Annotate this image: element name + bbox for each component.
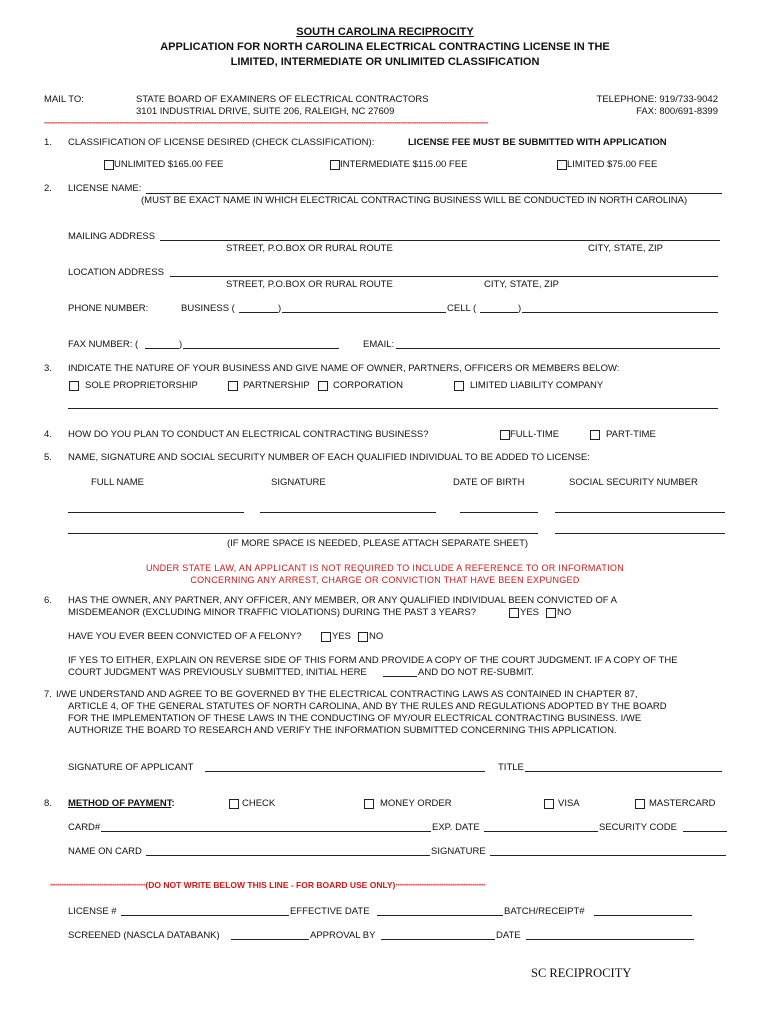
board-address-line1: STATE BOARD OF EXAMINERS OF ELECTRICAL CONTRACTORS bbox=[136, 94, 429, 105]
agreement-line2: ARTICLE 4, OF THE GENERAL STATUTES OF NORTH CAROLINA, AND BY THE RULES AND REGULATIONS ADOPTED BY THE BOARD bbox=[68, 701, 667, 712]
signature-field-1[interactable] bbox=[260, 512, 436, 513]
full-name-field-1[interactable] bbox=[68, 512, 244, 513]
name-on-card-label: NAME ON CARD bbox=[68, 846, 142, 857]
board-stars-right: ************************************************* bbox=[395, 884, 486, 890]
part-time-checkbox[interactable] bbox=[590, 430, 600, 440]
card-signature-field[interactable] bbox=[490, 855, 726, 856]
effective-date-field[interactable] bbox=[377, 915, 503, 916]
section-5-number: 5. bbox=[44, 452, 52, 463]
llc-checkbox[interactable] bbox=[454, 381, 464, 391]
section-1-number: 1. bbox=[44, 137, 52, 148]
board-license-label: LICENSE # bbox=[68, 906, 117, 917]
row-2-connector-2 bbox=[436, 533, 460, 534]
license-name-field[interactable] bbox=[146, 193, 722, 194]
misdemeanor-yes-checkbox[interactable] bbox=[509, 608, 519, 618]
section-2-number: 2. bbox=[44, 183, 52, 194]
initial-here-field[interactable] bbox=[383, 676, 417, 677]
agreement-line1: I/WE UNDERSTAND AND AGREE TO BE GOVERNED BY THE ELECTRICAL CONTRACTING LAWS AS CONTAINED IN CHAPTER 87, bbox=[56, 689, 638, 700]
explain-instructions-line2: COURT JUDGMENT WAS PREVIOUSLY SUBMITTED, INITIAL HERE bbox=[68, 667, 367, 678]
col-signature: SIGNATURE bbox=[271, 477, 326, 488]
email-label: EMAIL: bbox=[363, 339, 395, 350]
mailing-city-caption: CITY, STATE, ZIP bbox=[588, 243, 663, 254]
fax-number-field[interactable] bbox=[183, 348, 339, 349]
mailing-address-label: MAILING ADDRESS bbox=[68, 231, 156, 242]
form-subtitle: APPLICATION FOR NORTH CAROLINA ELECTRICAL CONTRACTING LICENSE IN THE bbox=[160, 41, 610, 53]
mailing-street-caption: STREET, P.O.BOX OR RURAL ROUTE bbox=[226, 243, 393, 254]
more-space-note: (IF MORE SPACE IS NEEDED, PLEASE ATTACH SEPARATE SHEET) bbox=[227, 538, 529, 549]
limited-label: LIMITED $75.00 FEE bbox=[567, 159, 658, 170]
col-ssn: SOCIAL SECURITY NUMBER bbox=[569, 477, 698, 488]
business-phone-label: BUSINESS ( bbox=[181, 303, 235, 314]
screened-label: SCREENED (NASCLA DATABANK) bbox=[68, 930, 220, 941]
owners-names-field[interactable] bbox=[68, 408, 718, 409]
exp-date-label: EXP. DATE bbox=[432, 822, 480, 833]
location-address-label: LOCATION ADDRESS bbox=[68, 267, 164, 278]
qualified-individuals-label: NAME, SIGNATURE AND SOCIAL SECURITY NUMBER OF EACH QUALIFIED INDIVIDUAL TO BE ADDED TO LICENSE: bbox=[68, 452, 590, 463]
cell-paren-close: ) bbox=[518, 303, 522, 314]
partnership-checkbox[interactable] bbox=[228, 381, 238, 391]
mastercard-label: MASTERCARD bbox=[649, 798, 716, 809]
money-order-label: MONEY ORDER bbox=[380, 798, 452, 809]
security-code-label: SECURITY CODE bbox=[599, 822, 677, 833]
board-telephone: TELEPHONE: 919/733-9042 bbox=[596, 94, 718, 105]
misdemeanor-question-line2: MISDEMEANOR (EXCLUDING MINOR TRAFFIC VIOLATIONS) DURING THE PAST 3 YEARS? bbox=[68, 607, 477, 618]
fax-area-code-field[interactable] bbox=[145, 348, 179, 349]
email-field[interactable] bbox=[396, 348, 720, 349]
business-paren-close: ) bbox=[278, 303, 282, 314]
conduct-business-label: HOW DO YOU PLAN TO CONDUCT AN ELECTRICAL CONTRACTING BUSINESS? bbox=[68, 429, 429, 440]
full-time-checkbox[interactable] bbox=[500, 430, 510, 440]
method-of-payment-colon: : bbox=[171, 798, 175, 809]
corporation-label: CORPORATION bbox=[333, 380, 404, 391]
phone-number-label: PHONE NUMBER: bbox=[68, 303, 149, 314]
explain-instructions-line1: IF YES TO EITHER, EXPLAIN ON REVERSE SIDE OF THIS FORM AND PROVIDE A COPY OF THE COURT JUDGMENT. IF A COPY OF THE bbox=[68, 655, 678, 666]
board-date-field[interactable] bbox=[526, 939, 694, 940]
batch-receipt-label: BATCH/RECEIPT# bbox=[504, 906, 585, 917]
license-name-label: LICENSE NAME: bbox=[68, 183, 142, 194]
screened-field[interactable] bbox=[231, 939, 309, 940]
business-phone-field[interactable] bbox=[282, 312, 446, 313]
approval-by-label: APPROVAL BY bbox=[310, 930, 376, 941]
security-code-field[interactable] bbox=[683, 831, 727, 832]
approval-by-field[interactable] bbox=[381, 939, 495, 940]
section-4-number: 4. bbox=[44, 429, 52, 440]
form-subtitle-2: LIMITED, INTERMEDIATE OR UNLIMITED CLASSIFICATION bbox=[230, 56, 540, 68]
full-name-field-2[interactable] bbox=[68, 533, 244, 534]
limited-checkbox[interactable] bbox=[557, 160, 567, 170]
agreement-line4: AUTHORIZE THE BOARD TO RESEARCH AND VERIFY THE INFORMATION SUBMITTED CONCERNING THIS APPLICATION. bbox=[68, 725, 617, 736]
dob-field-1[interactable] bbox=[460, 512, 538, 513]
card-number-label: CARD# bbox=[68, 822, 101, 833]
batch-receipt-field[interactable] bbox=[594, 915, 692, 916]
board-use-only-text: (DO NOT WRITE BELOW THIS LINE - FOR BOARD USE ONLY) bbox=[145, 880, 396, 890]
board-license-field[interactable] bbox=[121, 915, 289, 916]
business-area-code-field[interactable] bbox=[239, 312, 278, 313]
mastercard-checkbox[interactable] bbox=[635, 799, 645, 809]
llc-label: LIMITED LIABILITY COMPANY bbox=[470, 380, 604, 391]
misdemeanor-yes-label: YES bbox=[520, 607, 540, 618]
location-city-caption: CITY, STATE, ZIP bbox=[484, 279, 559, 290]
location-street-caption: STREET, P.O.BOX OR RURAL ROUTE bbox=[226, 279, 393, 290]
applicant-signature-field[interactable] bbox=[205, 771, 485, 772]
check-checkbox[interactable] bbox=[229, 799, 239, 809]
section-8-number: 8. bbox=[44, 798, 52, 809]
fax-paren-close: ) bbox=[179, 339, 183, 350]
col-date-of-birth: DATE OF BIRTH bbox=[453, 477, 525, 488]
form-title: SOUTH CAROLINA RECIPROCITY bbox=[296, 26, 474, 38]
mail-to-label: MAIL TO: bbox=[44, 94, 84, 105]
agreement-line3: FOR THE IMPLEMENTATION OF THESE LAWS IN THE CONDUCTING OF MY/OUR ELECTRICAL CONTRACTING BUSINESS. I/WE bbox=[68, 713, 642, 724]
method-of-payment-text: METHOD OF PAYMENT bbox=[68, 798, 172, 809]
intermediate-label: INTERMEDIATE $115.00 FEE bbox=[340, 159, 468, 170]
partnership-label: PARTNERSHIP bbox=[243, 380, 310, 391]
section-7-number: 7. bbox=[44, 689, 52, 700]
dob-field-2[interactable] bbox=[460, 533, 538, 534]
check-label: CHECK bbox=[242, 798, 276, 809]
board-stars-left: **************************************************** bbox=[50, 884, 146, 890]
license-fee-note: LICENSE FEE MUST BE SUBMITTED WITH APPLICATION bbox=[408, 137, 667, 148]
footer-form-id: SC RECIPROCITY bbox=[531, 966, 632, 980]
felony-no-checkbox[interactable] bbox=[358, 632, 368, 642]
col-full-name: FULL NAME bbox=[91, 477, 144, 488]
board-date-label: DATE bbox=[496, 930, 521, 941]
name-on-card-field[interactable] bbox=[146, 855, 430, 856]
felony-no-label: NO bbox=[369, 631, 384, 642]
cell-area-code-field[interactable] bbox=[480, 312, 518, 313]
part-time-label: PART-TIME bbox=[606, 429, 656, 440]
misdemeanor-no-label: NO bbox=[557, 607, 572, 618]
visa-label: VISA bbox=[558, 798, 580, 809]
expunged-notice-line1: UNDER STATE LAW, AN APPLICANT IS NOT REQUIRED TO INCLUDE A REFERENCE TO OR INFORMATION bbox=[145, 563, 625, 573]
felony-yes-checkbox[interactable] bbox=[321, 632, 331, 642]
board-use-divider bbox=[50, 880, 485, 890]
sole-proprietorship-label: SOLE PROPRIETORSHIP bbox=[85, 380, 198, 391]
cell-phone-label: CELL ( bbox=[447, 303, 477, 314]
board-address-line2: 3101 INDUSTRIAL DRIVE, SUITE 206, RALEIGH, NC 27609 bbox=[136, 106, 395, 117]
location-address-field[interactable] bbox=[170, 276, 718, 277]
method-of-payment-label bbox=[68, 798, 175, 809]
ssn-field-1[interactable] bbox=[555, 512, 725, 513]
expunged-notice-line2: CONCERNING ANY ARREST, CHARGE OR CONVICTION THAT HAVE BEEN EXPUNGED bbox=[190, 575, 580, 585]
unlimited-label: UNLIMITED $165.00 FEE bbox=[114, 159, 224, 170]
board-fax: FAX: 800/691-8399 bbox=[636, 106, 718, 117]
license-name-note: (MUST BE EXACT NAME IN WHICH ELECTRICAL CONTRACTING BUSINESS WILL BE CONDUCTED IN NORTH CAROLINA) bbox=[141, 195, 688, 206]
title-label: TITLE bbox=[498, 762, 524, 773]
sole-proprietorship-checkbox[interactable] bbox=[69, 381, 79, 391]
card-number-field[interactable] bbox=[101, 831, 431, 832]
felony-yes-label: YES bbox=[332, 631, 352, 642]
classification-label: CLASSIFICATION OF LICENSE DESIRED (CHECK CLASSIFICATION): bbox=[68, 137, 375, 148]
applicant-signature-label: SIGNATURE OF APPLICANT bbox=[68, 762, 194, 773]
full-time-label: FULL-TIME bbox=[510, 429, 560, 440]
signature-field-2[interactable] bbox=[260, 533, 436, 534]
ssn-field-2[interactable] bbox=[555, 533, 725, 534]
mailing-address-field[interactable] bbox=[160, 240, 720, 241]
cell-phone-field[interactable] bbox=[522, 312, 718, 313]
effective-date-label: EFFECTIVE DATE bbox=[290, 906, 370, 917]
visa-checkbox[interactable] bbox=[544, 799, 554, 809]
section-3-number: 3. bbox=[44, 363, 52, 374]
section-6-number: 6. bbox=[44, 595, 52, 606]
corporation-checkbox[interactable] bbox=[318, 381, 328, 391]
fax-number-label: FAX NUMBER: ( bbox=[68, 339, 139, 350]
misdemeanor-no-checkbox[interactable] bbox=[546, 608, 556, 618]
explain-instructions-line2b: AND DO NOT RE-SUBMIT. bbox=[418, 667, 534, 678]
row-2-connector bbox=[244, 533, 260, 534]
title-field[interactable] bbox=[525, 771, 722, 772]
intermediate-checkbox[interactable] bbox=[330, 160, 340, 170]
card-signature-label: SIGNATURE bbox=[431, 846, 486, 857]
exp-date-field[interactable] bbox=[484, 831, 598, 832]
unlimited-checkbox[interactable] bbox=[104, 160, 114, 170]
misdemeanor-question-line1: HAS THE OWNER, ANY PARTNER, ANY OFFICER, ANY MEMBER, OR ANY QUALIFIED INDIVIDUAL BEEN CONVICTED OF A bbox=[68, 595, 618, 606]
felony-question: HAVE YOU EVER BEEN CONVICTED OF A FELONY? bbox=[68, 631, 302, 642]
business-nature-label: INDICATE THE NATURE OF YOUR BUSINESS AND GIVE NAME OF OWNER, PARTNERS, OFFICERS OR MEMBERS BELOW: bbox=[68, 363, 620, 374]
red-star-divider: ************************************************************************************************************************************************************************************************************************************************** bbox=[44, 122, 489, 128]
money-order-checkbox[interactable] bbox=[364, 799, 374, 809]
